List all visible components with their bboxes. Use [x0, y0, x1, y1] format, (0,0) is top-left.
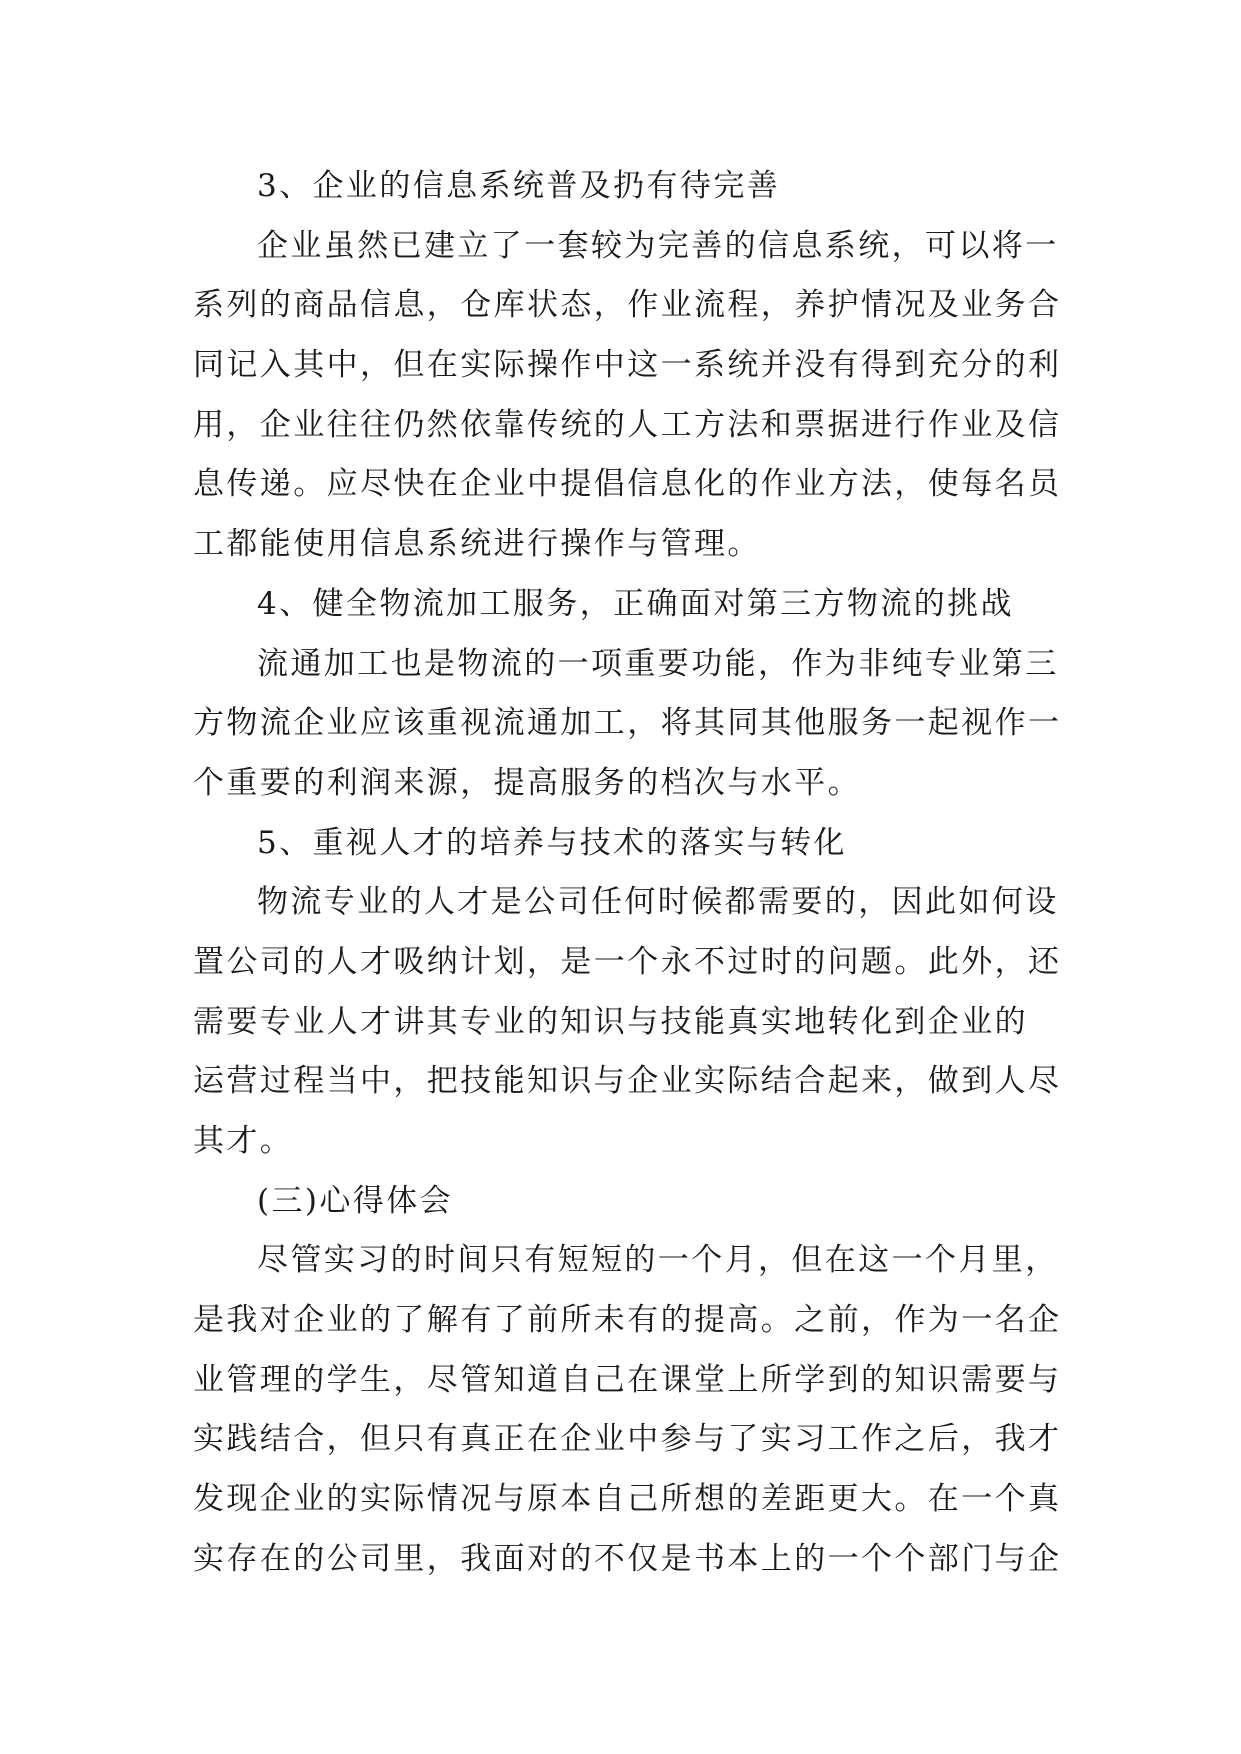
- text-line: 5、重视人才的培养与技术的落实与转化: [257, 824, 847, 861]
- text-line: 3、企业的信息系统普及扔有待完善: [257, 168, 781, 204]
- text-line: 尽管实习的时间只有短短的一个月，但在这一个月里，: [257, 1242, 1059, 1279]
- text-line: 实践结合，但只有真正在企业中参与了实习工作之后，我才: [193, 1421, 1062, 1458]
- text-line: (三)心得体会: [257, 1182, 453, 1219]
- text-line: 息传递。应尽快在企业中提倡信息化的作业方法，使每名员: [193, 466, 1062, 503]
- text-line: 企业虽然已建立了一套较为完善的信息系统，可以将一: [257, 227, 1059, 264]
- text-line: 是我对企业的了解有了前所未有的提高。之前，作为一名企: [193, 1302, 1062, 1339]
- text-line: 需要专业人才讲其专业的知识与技能真实地转化到企业的: [193, 1003, 1028, 1040]
- text-line: 物流专业的人才是公司任何时候都需要的，因此如何设: [257, 884, 1059, 921]
- text-line: 发现企业的实际情况与原本自己所想的差距更大。在一个真: [193, 1481, 1062, 1518]
- text-line: 4、健全物流加工服务，正确面对第三方物流的挑战: [257, 585, 1014, 622]
- text-line: 个重要的利润来源，提高服务的档次与水平。: [193, 764, 861, 801]
- text-line: 同记入其中，但在实际操作中这一系统并没有得到充分的利: [193, 347, 1062, 384]
- text-line: 置公司的人才吸纳计划，是一个永不过时的问题。此外，还: [193, 943, 1062, 980]
- text-line: 用，企业往往仍然依靠传统的人工方法和票据进行作业及信: [193, 406, 1062, 443]
- text-line: 业管理的学生，尽管知道自己在课堂上所学到的知识需要与: [193, 1361, 1062, 1398]
- text-line: 系列的商品信息，仓库状态，作业流程，养护情况及业务合: [193, 287, 1062, 324]
- text-line: 工都能使用信息系统进行操作与管理。: [193, 526, 761, 563]
- text-line: 实存在的公司里，我面对的不仅是书本上的一个个部门与企: [193, 1540, 1062, 1577]
- text-line: 其才。: [193, 1123, 294, 1159]
- document-body: [193, 157, 1063, 1590]
- text-line: 流通加工也是物流的一项重要功能，作为非纯专业第三: [257, 645, 1059, 682]
- text-line: 方物流企业应该重视流通加工，将其同其他服务一起视作一: [193, 705, 1062, 742]
- text-line: 运营过程当中，把技能知识与企业实际结合起来，做到人尽: [193, 1063, 1062, 1100]
